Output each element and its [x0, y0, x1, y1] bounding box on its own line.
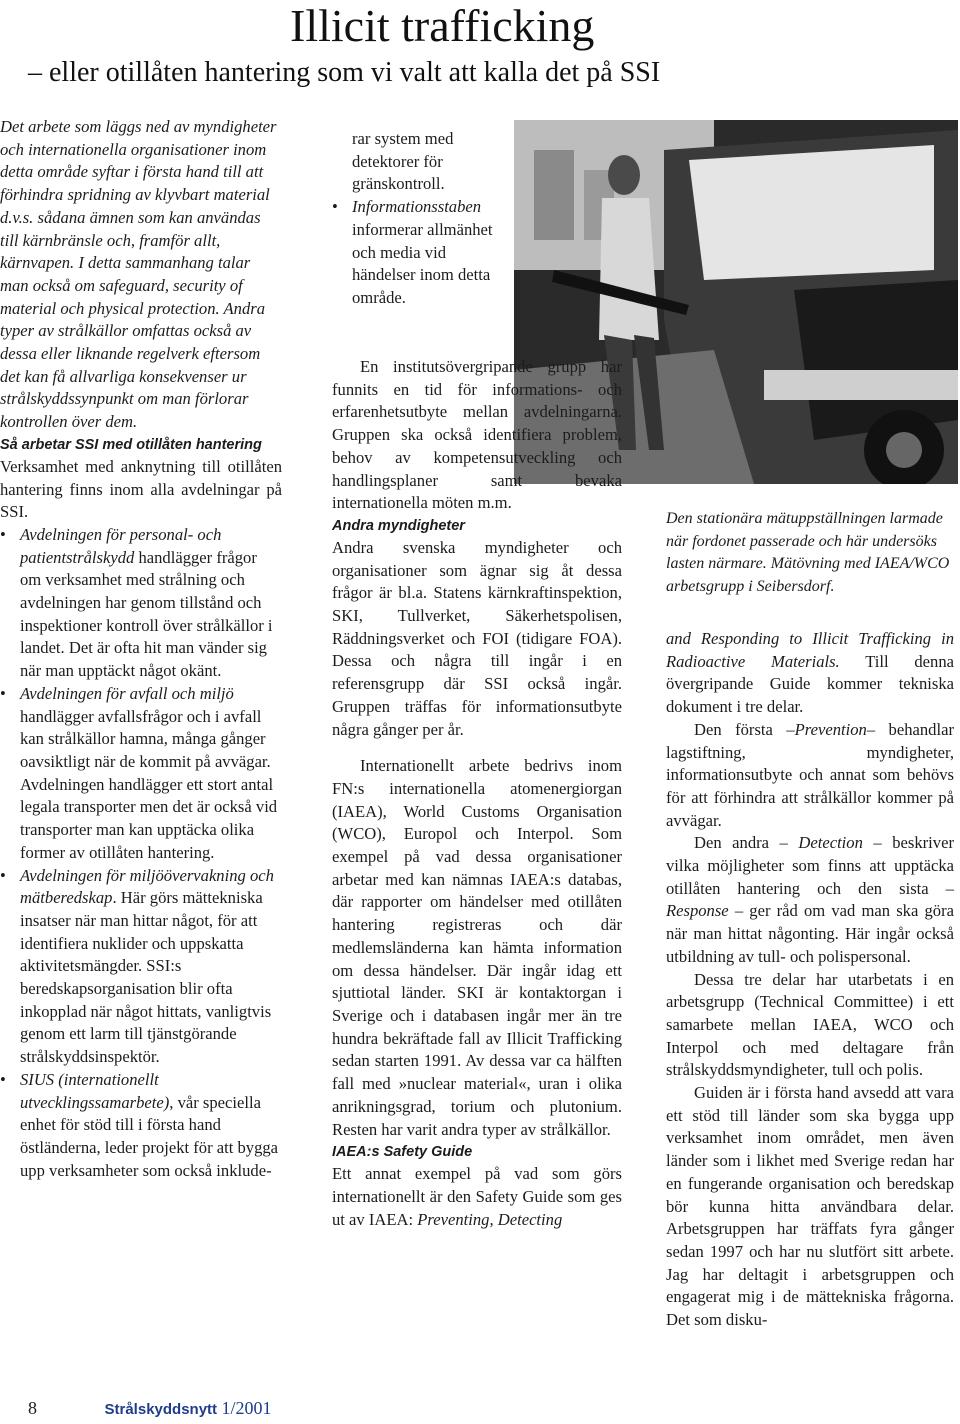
bullet-icon: • — [0, 683, 6, 703]
issue-number: 1/2001 — [221, 1398, 272, 1418]
magazine-name — [105, 1398, 272, 1418]
bullet-icon: • — [0, 865, 6, 885]
article-subtitle: – eller otillåten hantering som vi valt att kalla det på SSI — [28, 57, 661, 88]
paragraph — [666, 628, 954, 719]
bullet-icon: • — [332, 197, 338, 217]
paragraph-emphasis: Preventing, Detecting — [417, 1209, 563, 1229]
paragraph-emphasis: Detection — [798, 833, 863, 853]
paragraph: Dessa tre delar har utarbetats i en arbetsgrupp (Technical Committee) i ett samarbete mellan IAEA, WCO och Interpol och med deltagare från strålskyddsmyndigheter, tull och polis. — [666, 969, 954, 1080]
list-item-emphasis: Avdelningen för avfall och miljö — [20, 683, 234, 703]
list-item-emphasis: SIUS (internationellt utvecklingssamarbete) — [20, 1069, 170, 1112]
list-item-emphasis: Informationsstaben — [352, 197, 482, 217]
paragraph-text: Ett annat exempel på vad som görs internationellt är den Safety Guide som ges ut av IAEA: — [332, 1164, 622, 1229]
paragraph-text: Den andra – — [694, 833, 799, 853]
list-item — [0, 865, 282, 1069]
column-1 — [0, 116, 282, 1182]
section-heading-myndigheter: Andra myndigheter — [332, 517, 465, 534]
page-number: 8 — [28, 1398, 37, 1418]
paragraph — [332, 1163, 622, 1231]
list-item-text: informerar allmänhet och media vid händelser inom detta område. — [352, 219, 493, 307]
list-item — [332, 196, 512, 310]
magazine-title: Strålskyddsnytt — [104, 1401, 218, 1418]
paragraph-text: – ger råd om vad man ska göra när man hittat någonting. Här ingår också utbildning av tull- och polispersonal. — [666, 901, 954, 966]
list-item-text: handlägger avfallsfrågor och i avfall kan strålkällor hamna, många gånger oavsiktligt när de kommit på avvägar. Avdelningen handlägger ett stort antal legala transporter men det är också vid transporter man kan upptäcka olika former av otillåten hantering. — [20, 706, 278, 862]
paragraph — [666, 832, 954, 968]
paragraph-text: Den första – — [694, 719, 795, 739]
intro-paragraph: Det arbete som läggs ned av myndigheter och internationella organisationer inom detta område syftar i första hand till att förhindra spridning av klyvbart material d.v.s. sådana ämnen som kan användas till kärnbränsle och, framför allt, kärnvapen. I detta sammanhang talar man också om safeguard, security of material och physical protection. Andra typer av strålkällor omfattas också av dessa eller liknande regelverk eftersom det kan få allvarliga konsekvenser ur strålskyddssynpunkt om man förlorar kontrollen över dem. — [0, 117, 277, 432]
paragraph — [666, 719, 954, 833]
article-title: Illicit trafficking — [290, 0, 595, 51]
paragraph-emphasis: Response — [666, 901, 729, 921]
bullet-icon: • — [0, 1069, 6, 1089]
paragraph: Guiden är i första hand avsedd att vara ett stöd till länder som ska bygga upp verksamhet inom området, men även länder som i likhet med Sverige redan har en fungerande organisation och beredskap bör kunna hitta användbara delar. Arbetsgruppen har träffats fyra gånger sedan 1997 och har nu slutfört sitt arbete. Jag har deltagit i arbetsgruppen och engagerat mig i de mättekniska frågorna. Det som disku- — [666, 1083, 954, 1330]
bullet-icon: • — [0, 524, 6, 544]
column-2-top — [332, 128, 512, 310]
list-item — [0, 683, 282, 865]
list-item-emphasis: Avdelningen för personal- och patientstrålskydd — [20, 524, 222, 567]
paragraph: Internationellt arbete bedrivs inom FN:s internationella atomenergiorgan (IAEA), World Customs Organisation (WCO), Europol och Interpol. Som exempel på vad dessa organisationer arbetar med kan nämnas IAEA:s databas, där rapporter om händelser med otillåten hantering registreras och där medlemsländerna kan hämta information om dessa händelser. Där ingår idag ett sjuttiotal länder. SKI är kontaktorgan i Sverige och i databasen ingår mer än tre hundra bekräftade fall av Illicit Trafficking sedan starten 1991. Av dessa var ca hälften fall med »nuclear material«, uran i olika anrikningsgrad, torium och plutonium. Resten har varit andra typer av strålkällor. — [332, 756, 622, 1139]
list-item-text: . Här görs mättekniska insatser när man hittar något, för att identifiera nuklider och uppskatta aktivitetsmängder. SSI:s beredskapsorganisation blir ofta inkopplad när något hittats, vanligtvis genom ett larm till tjänstgörande strålskyddsinspektör. — [20, 888, 272, 1067]
list-item-text: handlägger frågor om verksamhet med strålning och avdelningen har genom tillstånd och inspektioner kontroll över strålkällor i landet. Det är ofta hit man vänder sig när man upptäckt något okänt. — [20, 547, 273, 681]
paragraph-text: Till denna övergripande Guide kommer tekniska dokument i tre delar. — [666, 651, 954, 717]
paragraph: Verksamhet med anknytning till otillåten hantering finns inom alla avdelningar på SSI. — [0, 456, 282, 522]
column-3 — [666, 508, 954, 1332]
paragraph: Andra svenska myndigheter och organisationer som ägnar sig åt dessa frågor är bl.a. Statens kärnkraftinspektion, SKI, Tullverket, Säkerhetspolisen, Räddningsverket och FOI (tidigare FOA). Dessa och några till ingår i en referensgrupp där SSI också ingår. Gruppen träffas för informationsutbyte några gånger per år. — [332, 537, 622, 739]
section-heading-ssi: Så arbetar SSI med otillåten hantering — [0, 436, 262, 453]
paragraph-text: – behandlar lagstiftning, myndigheter, informationsutbyte och annat som behövs för att förhindra att strålkällor kommer på avvägar. — [666, 719, 954, 830]
list-item-emphasis: Avdelningen för miljöövervakning och mätberedskap — [20, 865, 274, 908]
section-heading-safety-guide: IAEA:s Safety Guide — [332, 1144, 473, 1161]
page-footer — [28, 1396, 272, 1422]
paragraph-emphasis: and Responding to Illicit Trafficking in Radioactive Materials. — [666, 629, 954, 671]
paragraph-continued: rar system med detektorer för gränskontroll. — [352, 129, 454, 194]
column-2 — [332, 356, 622, 1231]
list-item-text: , vår speciella enhet för stöd till i första hand östländerna, leder projekt för att bygga upp verksamheter som också inklude- — [20, 1092, 279, 1180]
paragraph-text: – beskriver vilka möjligheter som finns att upptäcka otillåten hantering och den sista – — [666, 833, 954, 898]
paragraph: En institutsövergripande grupp har funnits en tid för informations- och erfarenhetsutbyte mellan avdelningarna. Gruppen ska också identifiera problem, behov av kompetensutveckling och handlingsplaner samt bevaka internationella möten m.m. — [332, 357, 622, 513]
list-item — [0, 1069, 282, 1183]
photo-caption: Den stationära mätuppställningen larmade när fordonet passerade och här undersöks lasten närmare. Mätövning med IAEA/WCO arbetsgrupp i Seibersdorf. — [666, 510, 950, 595]
list-item — [0, 524, 282, 683]
paragraph-emphasis: Prevention — [794, 719, 867, 739]
